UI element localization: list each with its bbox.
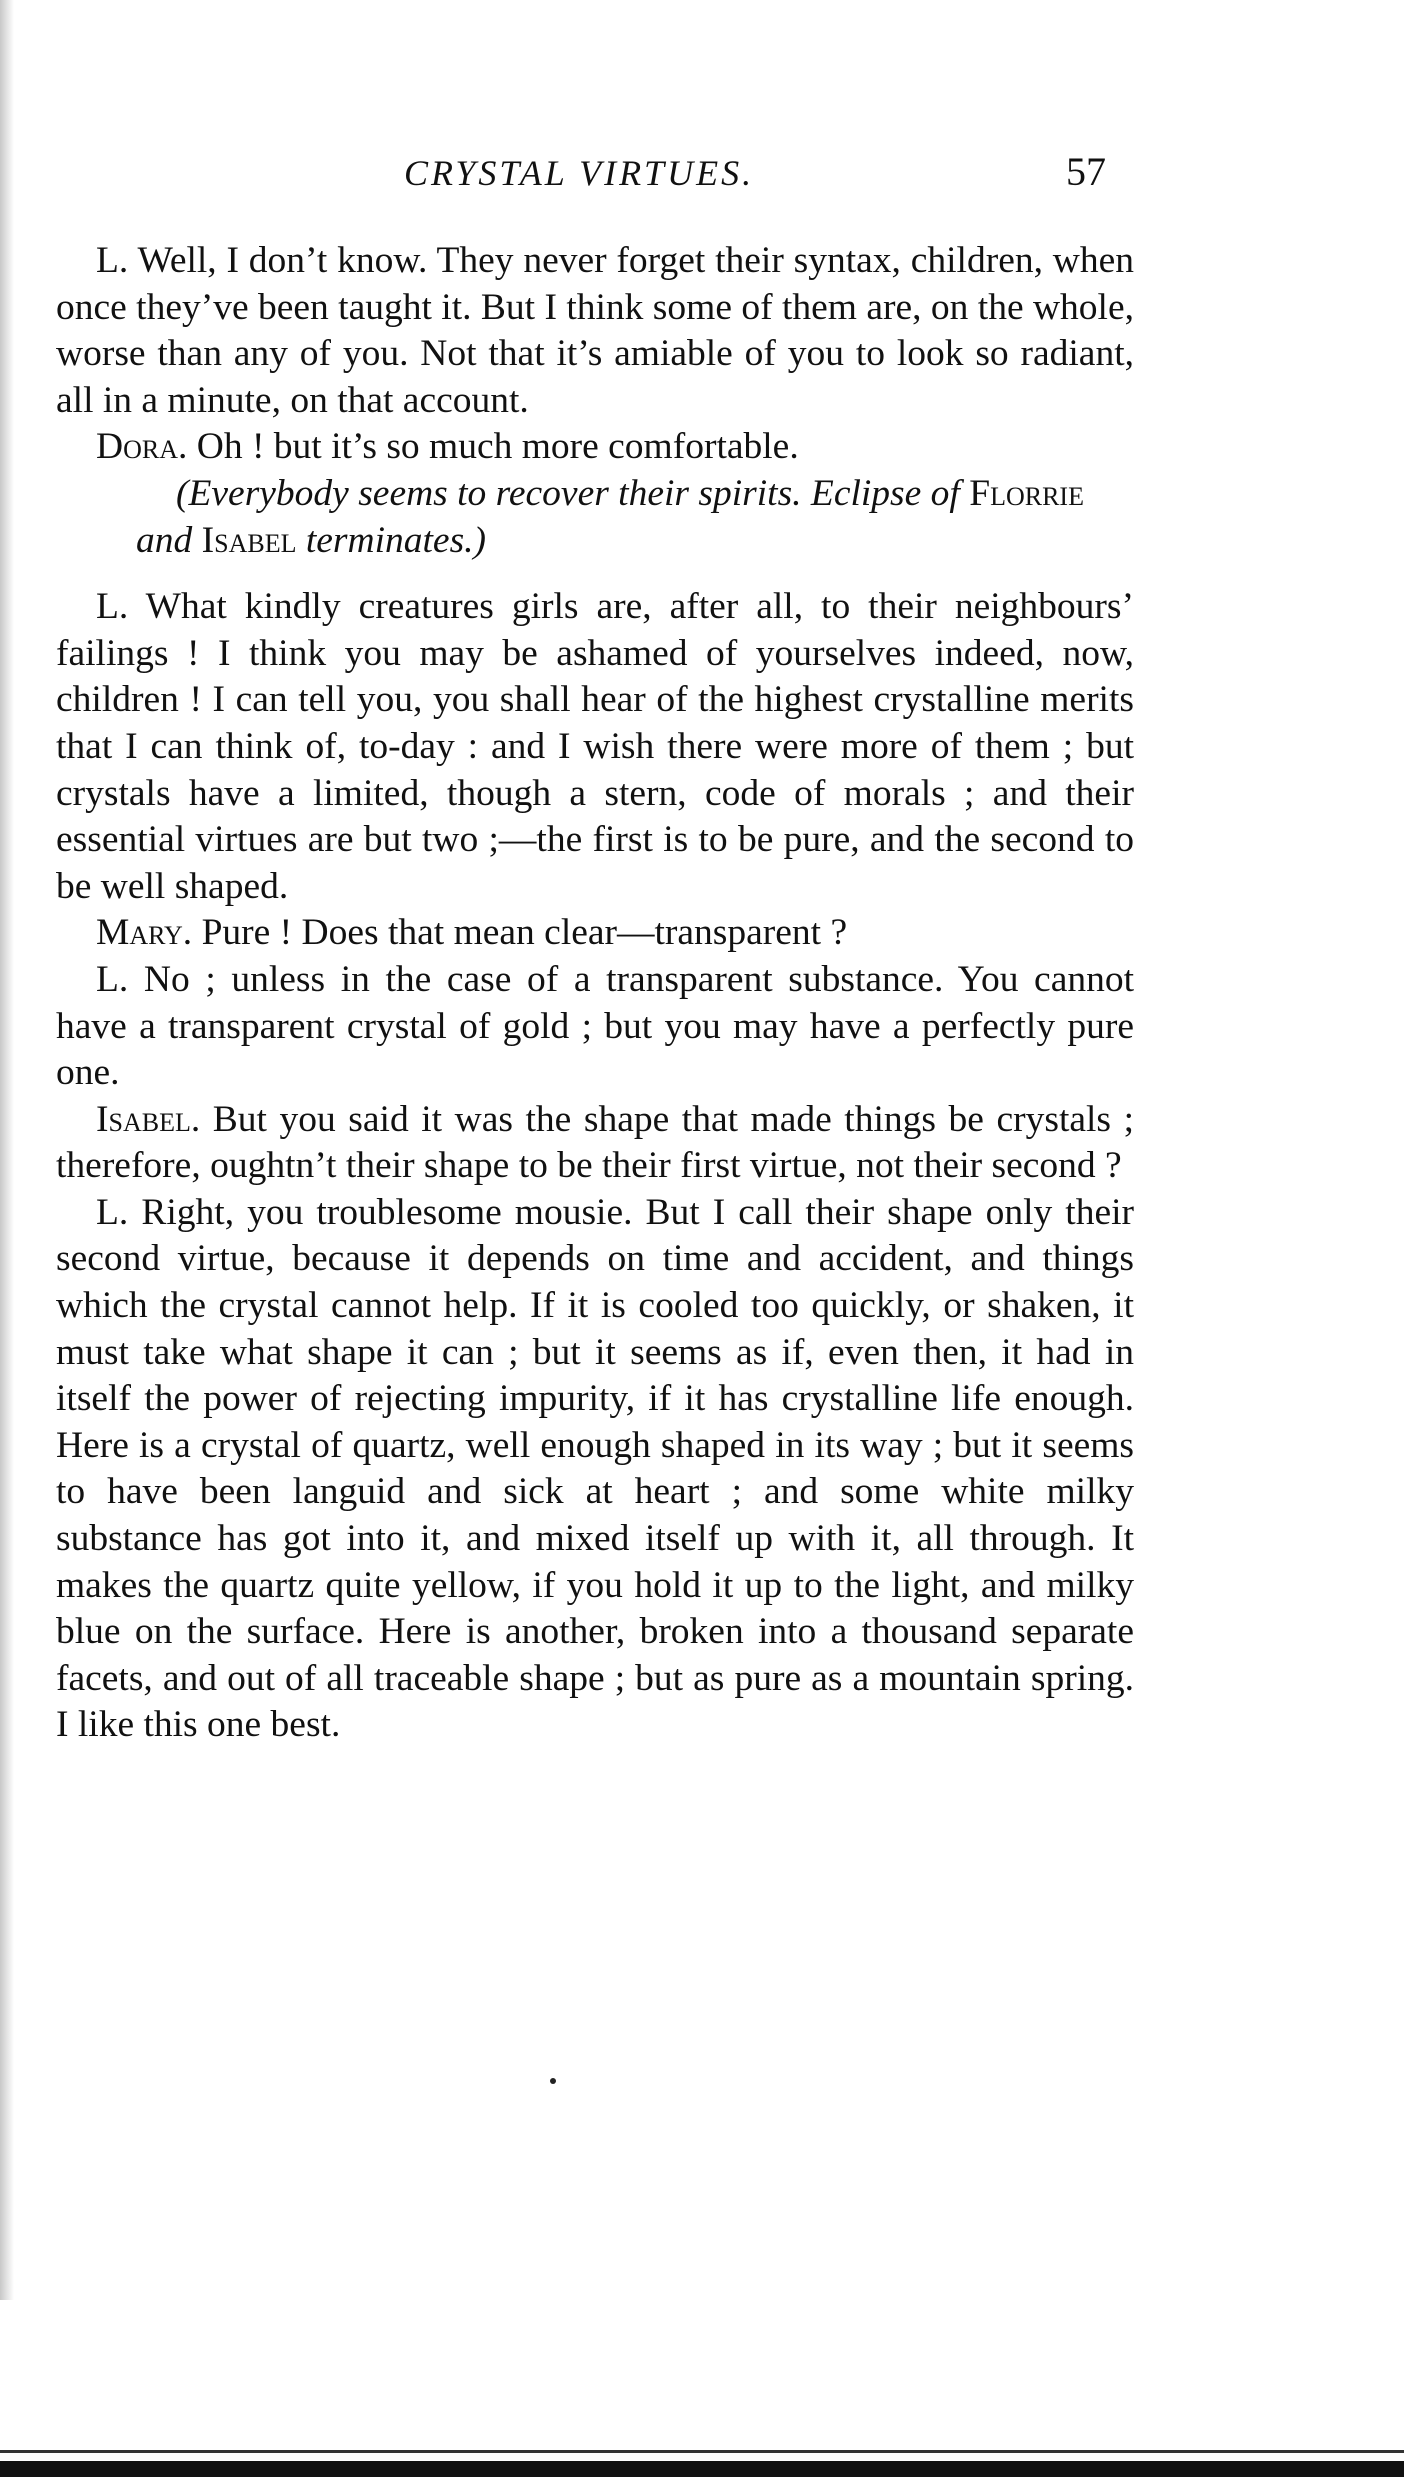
character-name: Isabel [201, 519, 297, 561]
paragraph [56, 238, 1134, 424]
body-text [56, 238, 1134, 1749]
speaker-name: L. [96, 586, 129, 628]
speech-text: Pure ! Does that mean clear—transparent ? [201, 912, 848, 954]
speaker-name: L. [96, 1191, 129, 1233]
running-head [0, 149, 1404, 208]
speech-text: No ; unless in the case of a transparent substance. You cannot have a transparent crystal of gold ; but you may have a perfectly pure one. [56, 958, 1135, 1094]
page-number: 57 [1066, 149, 1106, 194]
paragraph [56, 910, 1134, 957]
speaker-name: Mary. [96, 912, 193, 954]
page-bottom-edge [0, 2461, 1404, 2477]
speech-text: What kindly creatures girls are, after all, to their neighbours’ failings ! I think you may be ashamed of yourselves indeed, now, children ! I can tell you, you shall hear of the highest crystalline merits that I can think of, to-day : and I wish there were more of them ; but crystals have a limited, though a stern, code of morals ; and their essential virtues are but two ;—the first is to be pure, and the second to be well shaped. [56, 586, 1134, 907]
paragraph [56, 957, 1134, 1097]
speaker-name: Dora. [96, 426, 188, 468]
paragraph [56, 1190, 1134, 1749]
paragraph [56, 1097, 1134, 1190]
speech-text: Right, you troublesome mousie. But I call their shape only their second virtue, because it depends on time and accident, and things which the crystal cannot help. If it is cooled too quickly, or shaken, it must take what shape it can ; but it seems as if, even then, it had in itself the power of rejecting impurity, if it has crystalline life enough. Here is a crystal of quartz, well enough shaped in its way ; but it seems to have been languid and sick at heart ; and some white milky substance has got into it, and mixed itself up with it, all through. It makes the quartz quite yellow, if you hold it up to the light, and milky blue on the surface. Here is another, broken into a thousand separate facets, and out of all traceable shape ; but as pure as a mountain spring. I like this one best. [56, 1191, 1135, 1746]
speaker-name: L. [96, 240, 129, 281]
page-edge-shadow [0, 0, 14, 2300]
character-name: Florrie [969, 472, 1084, 514]
speech-text: But you said it was the shape that made things be crystals ; therefore, oughtn’t their shape to be their first virtue, not their second ? [56, 1098, 1134, 1187]
speaker-name: Isabel. [96, 1098, 201, 1140]
page-bottom-rule [0, 2450, 1404, 2453]
paragraph [56, 424, 1134, 471]
running-title: CRYSTAL VIRTUES. [404, 153, 755, 193]
speech-text: Oh ! but it’s so much more comfortable. [196, 426, 799, 468]
stage-direction: (Everybody seems to recover their spirits. Eclipse of Florrie and Isabel terminates.) [136, 472, 1084, 561]
ornament-dot [550, 2078, 556, 2084]
speech-text: Well, I don’t know. They never forget their syntax, children, when once they’ve been taught it. But I think some of them are, on the whole, worse than any of you. Not that it’s amiable of you to look so radiant, all in a minute, on that account. [56, 240, 1134, 421]
paragraph [56, 584, 1134, 910]
speaker-name: L. [96, 958, 129, 1000]
